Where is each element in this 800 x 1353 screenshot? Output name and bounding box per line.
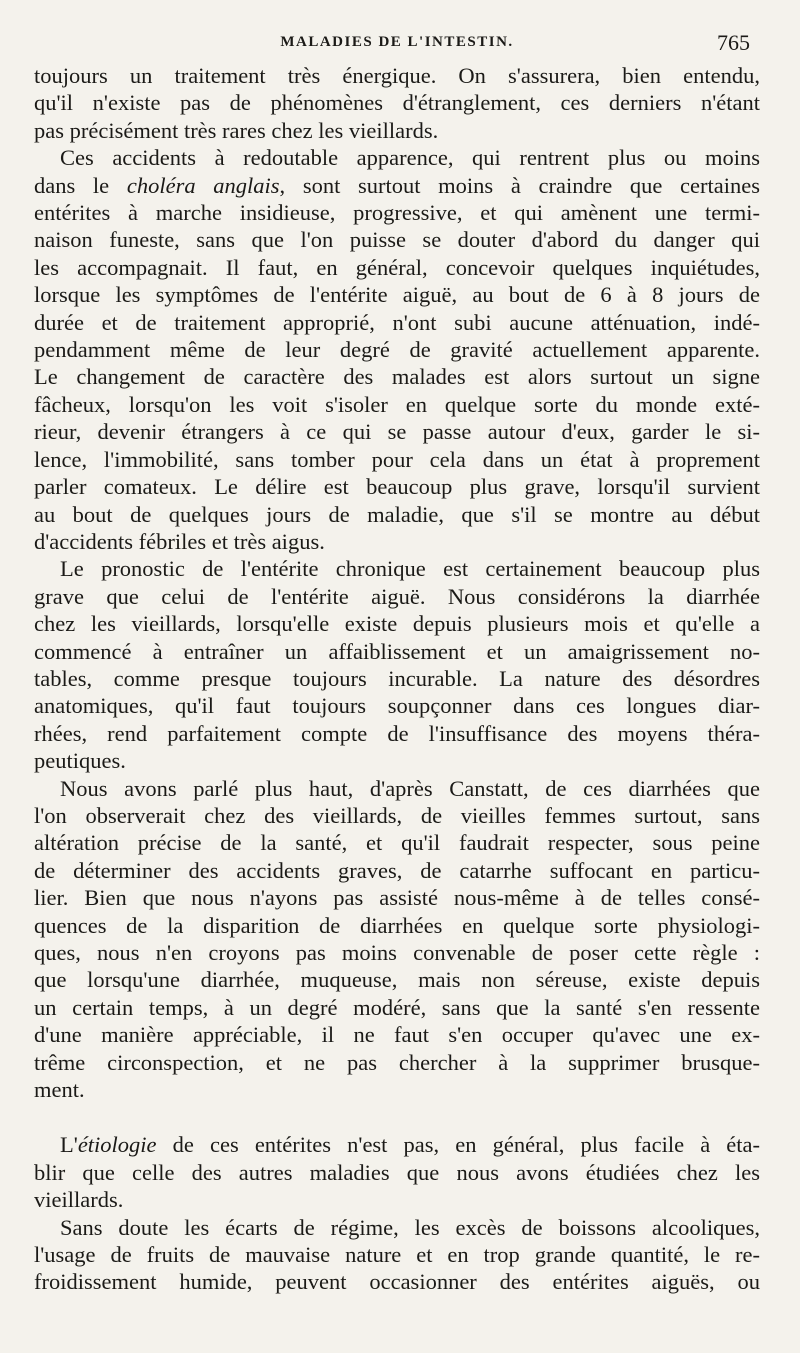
running-title: MALADIES DE L'INTESTIN.	[280, 34, 514, 50]
text-line: ques, nous n'en croyons pas moins convenable de poser cette règle :	[34, 940, 760, 965]
text-line: peutiques.	[34, 748, 126, 774]
text-line: Le changement de caractère des malades est alors surtout un signe	[34, 364, 760, 390]
text-line: Nous avons parlé plus haut, d'après Canstatt, de ces diarrhées que	[60, 775, 760, 801]
text-line: Ces accidents à redoutable apparence, qui rentrent plus ou moins	[60, 145, 760, 171]
text-segment: de ces entérites n'est pas, en général, plus facile à éta-	[156, 1132, 760, 1158]
text-line: pendamment même de leur degré de gravité actuellement apparente.	[34, 337, 760, 363]
text-line: grave que celui de l'entérite aiguë. Nous considérons la diarrhée	[34, 583, 760, 609]
text-line: vieillards.	[34, 1187, 124, 1213]
text-line: trême circonspection, et ne pas chercher à la supprimer brusque-	[34, 1049, 760, 1075]
page-number: 765	[717, 30, 750, 55]
text-line: Le pronostic de l'entérite chronique est certainement beaucoup plus	[60, 556, 760, 582]
text-line: parler comateux. Le délire est beaucoup plus grave, lorsqu'il survient	[34, 474, 760, 500]
text-segment: dans le	[34, 172, 127, 198]
text-line: fâcheux, lorsqu'on les voit s'isoler en quelque sorte du monde exté-	[34, 391, 760, 417]
text-line: qu'il n'existe pas de phénomènes d'étranglement, ces derniers n'étant	[34, 90, 760, 116]
text-line	[34, 1131, 760, 1158]
text-line: de déterminer des accidents graves, de catarrhe suffocant en particu-	[34, 857, 760, 883]
text-line: lorsque les symptômes de l'entérite aiguë, au bout de 6 à 8 jours de	[34, 282, 760, 308]
text-line: l'on observerait chez des vieillards, de vieilles femmes surtout, sans	[34, 802, 760, 828]
text-line: commencé à entraîner un affaiblissement et un amaigrissement no-	[34, 638, 760, 664]
text-line: pas précisément très rares chez les vieillards.	[34, 117, 439, 143]
text-line: tables, comme presque toujours incurable. La nature des désordres	[34, 665, 760, 691]
text-line: entérites à marche insidieuse, progressive, et qui amènent une termi-	[34, 200, 760, 226]
text-line: quences de la disparition de diarrhées en quelque sorte physiologi-	[34, 912, 760, 938]
page-header	[34, 30, 760, 58]
text-line	[34, 172, 760, 199]
text-line: les accompagnait. Il faut, en général, concevoir quelques inquiétudes,	[34, 254, 760, 280]
text-line: que lorsqu'une diarrhée, muqueuse, mais non séreuse, existe depuis	[34, 967, 760, 993]
text-line: un certain temps, à un degré modéré, sans que la santé s'en ressente	[34, 994, 760, 1020]
italic-term: choléra anglais	[126, 172, 280, 198]
text-line: l'usage de fruits de mauvaise nature et en trop grande quantité, le re-	[34, 1242, 760, 1268]
text-line: d'une manière appréciable, il ne faut s'en occuper qu'avec une ex-	[34, 1022, 760, 1048]
text-segment: L'	[60, 1132, 78, 1158]
text-line: rieur, devenir étrangers à ce qui se passe autour d'eux, garder le si-	[34, 419, 760, 445]
text-line: d'accidents fébriles et très aigus.	[34, 528, 325, 554]
section-gap	[34, 1103, 760, 1131]
text-line: altération précise de la santé, et qu'il faudrait respecter, sous peine	[34, 830, 760, 856]
text-segment: , sont surtout moins à craindre que certaines	[279, 172, 760, 198]
text-line: lence, l'immobilité, sans tomber pour cela dans un état à proprement	[34, 446, 760, 472]
text-line: chez les vieillards, lorsqu'elle existe depuis plusieurs mois et qu'elle a	[34, 611, 760, 637]
text-line: anatomiques, qu'il faut toujours soupçonner dans ces longues diar-	[34, 693, 760, 719]
italic-term: étiologie	[77, 1132, 157, 1158]
text-line: durée et de traitement approprié, n'ont subi aucune atténuation, indé-	[34, 309, 760, 335]
text-line: lier. Bien que nous n'ayons pas assisté nous-même à de telles consé-	[34, 885, 760, 911]
text-line: naison funeste, sans que l'on puisse se douter d'abord du danger qui	[34, 227, 760, 253]
text-line: rhées, rend parfaitement compte de l'insuffisance des moyens théra-	[34, 720, 760, 746]
body-text	[34, 62, 760, 1296]
text-line: toujours un traitement très énergique. On s'assurera, bien entendu,	[34, 63, 760, 88]
text-line: ment.	[34, 1077, 85, 1103]
text-line: Sans doute les écarts de régime, les excès de boissons alcooliques,	[60, 1214, 760, 1240]
text-line: au bout de quelques jours de maladie, que s'il se montre au début	[34, 501, 760, 527]
text-line: blir que celle des autres maladies que nous avons étudiées chez les	[34, 1159, 760, 1185]
text-line: froidissement humide, peuvent occasionner des entérites aiguës, ou	[34, 1269, 760, 1295]
